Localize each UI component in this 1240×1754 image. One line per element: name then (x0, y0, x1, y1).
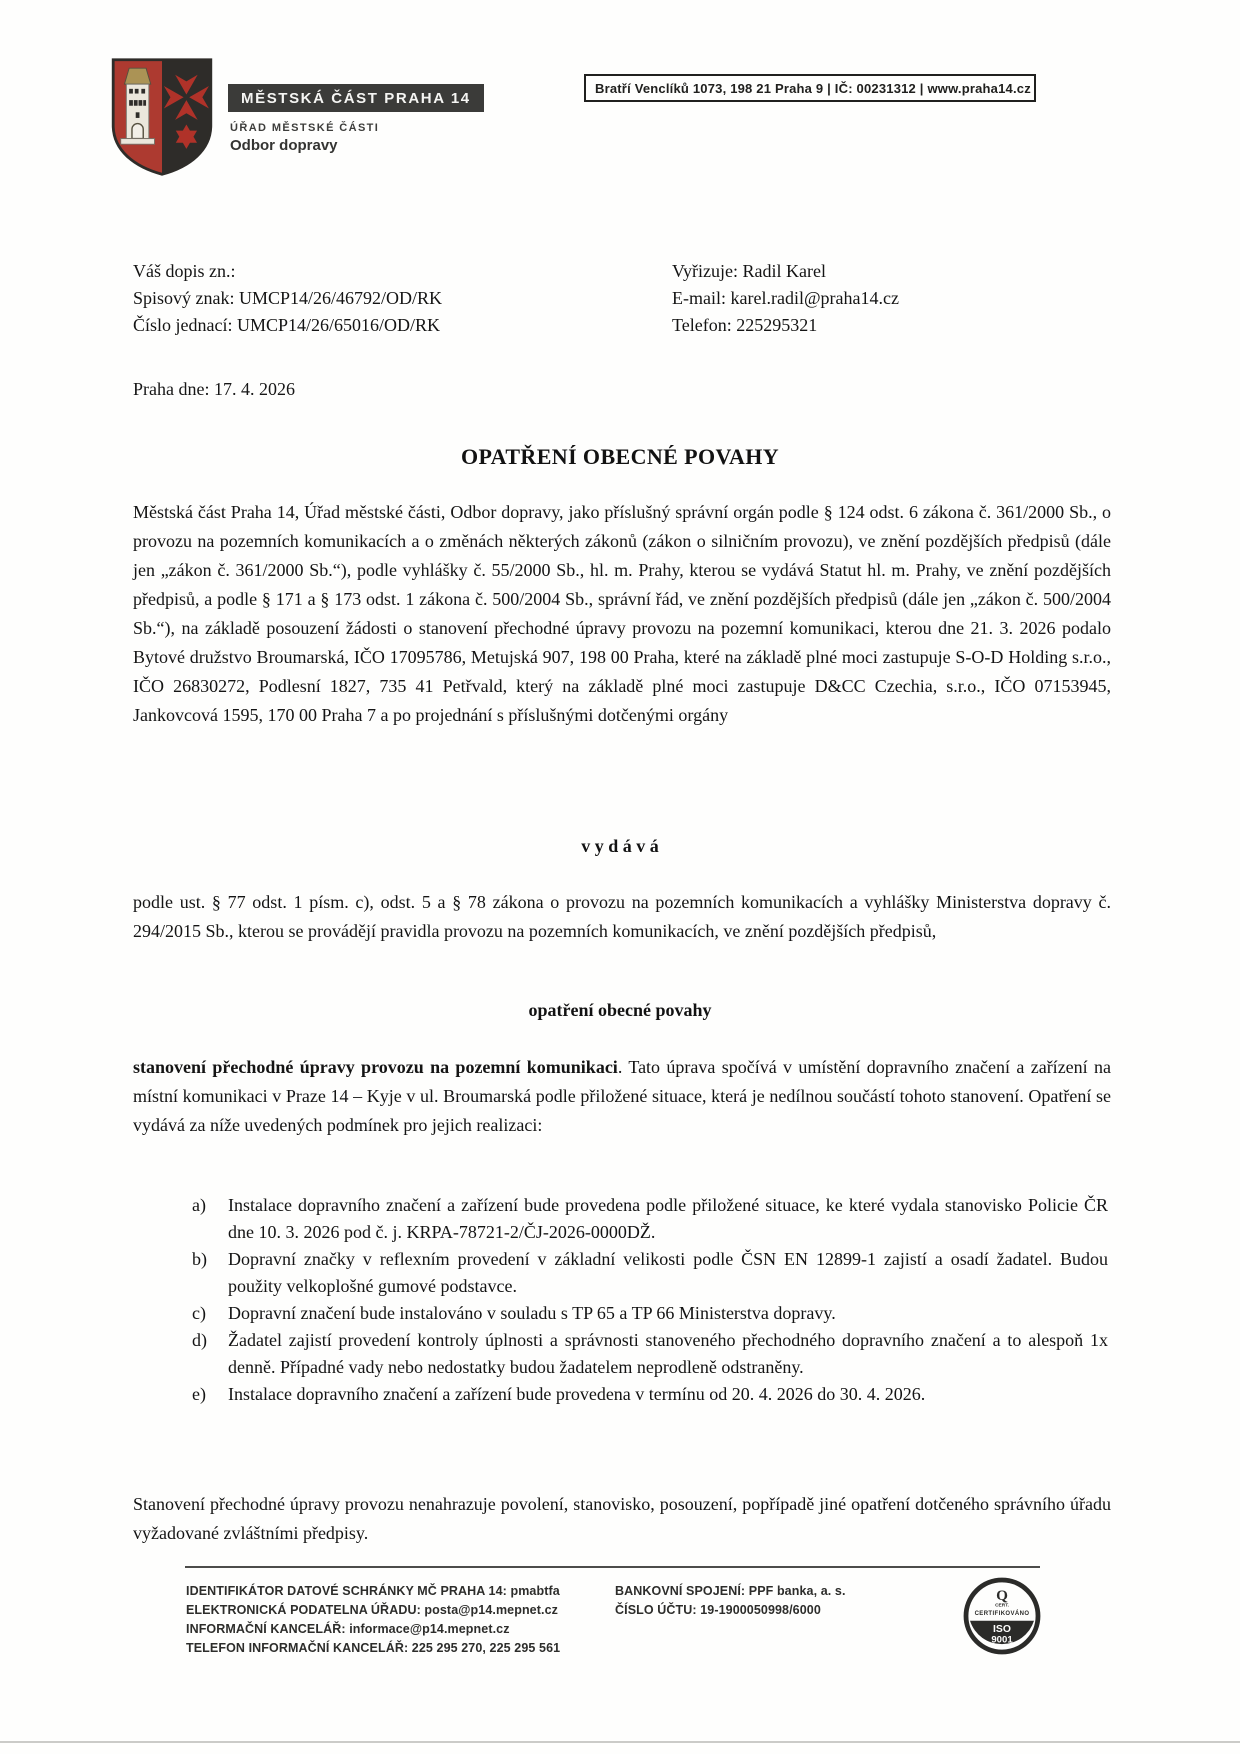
list-item-label: e) (192, 1384, 206, 1404)
list-item-text: Instalace dopravního značení a zařízení bude provedena podle přiložené situace, ke které vydala stanovisko Policie ČR dne 10. 3. 2026 pod č. j. KRPA-78721-2/ČJ-2026-0000DŽ. (228, 1195, 1108, 1242)
conditions-list (192, 1192, 1108, 1408)
list-item-text: Žadatel zajistí provedení kontroly úplnosti a správnosti stanoveného přechodného dopravního značení a to alespoň 1x denně. Případné vady nebo nedostatky budou žadatelem neprodleně odstraněny. (228, 1330, 1108, 1377)
bank-line: BANKOVNÍ SPOJENÍ: PPF banka, a. s. (615, 1584, 846, 1598)
issues-heading: v y d á v á (581, 836, 659, 856)
infocenter-phone-line: TELEFON INFORMAČNÍ KANCELÁŘ: 225 295 270, 225 295 561 (186, 1641, 561, 1655)
your-ref-line: Váš dopis zn.: (133, 261, 236, 281)
epodatelna-line: ELEKTRONICKÁ PODATELNA ÚŘADU: posta@p14.mepnet.cz (186, 1603, 558, 1617)
org-name-banner: MĚSTSKÁ ČÁST PRAHA 14 (228, 84, 484, 112)
email-line: E-mail: karel.radil@praha14.cz (672, 288, 899, 308)
measure-bold-phrase: stanovení přechodné úpravy provozu na pozemní komunikaci (133, 1057, 618, 1077)
department-label: Odbor dopravy (230, 137, 338, 154)
coat-of-arms-icon (98, 56, 226, 183)
footer-bank-block (615, 1582, 846, 1620)
handler-line: Vyřizuje: Radil Karel (672, 261, 826, 281)
document-title: OPATŘENÍ OBECNÉ POVAHY (460, 444, 780, 469)
paragraph-legal-basis: podle ust. § 77 odst. 1 písm. c), odst. 5 a § 78 zákona o provozu na pozemních komunikacích a vyhlášky Ministerstva dopravy č. 294/2015 Sb., kterou se provádějí pravidla provozu na pozemních komunikacích, ve znění pozdějších předpisů, (133, 892, 1111, 941)
infocenter-email-line: INFORMAČNÍ KANCELÁŘ: informace@p14.mepnet.cz (186, 1622, 510, 1636)
closing-paragraph: Stanovení přechodné úpravy provozu nenahrazuje povolení, stanovisko, posouzení, popřípadě jiné opatření dotčeného správního úřadu vyžadované zvláštními předpisy. (133, 1494, 1111, 1543)
seal-iso-text: ISO (993, 1624, 1011, 1635)
page-bottom-rule (0, 1741, 1240, 1743)
reference-block (133, 258, 442, 339)
list-item-label: d) (192, 1330, 207, 1350)
list-item (192, 1192, 1108, 1246)
paragraph-authority: Městská část Praha 14, Úřad městské části, Odbor dopravy, jako příslušný správní orgán podle § 124 odst. 6 zákona č. 361/2000 Sb., o provozu na pozemních komunikacích a o změnách některých zákonů (zákon o silničním provozu), ve znění pozdějších předpisů (dále jen „zákon č. 361/2000 Sb.“), podle vyhlášky č. 55/2000 Sb., hl. m. Prahy, kterou se vydává Statut hl. m. Prahy, ve znění pozdějších předpisů, a podle § 171 a § 173 odst. 1 zákona č. 500/2004 Sb., správní řád, ve znění pozdějších předpisů (dále jen „zákon č. 500/2004 Sb.“), na základě posouzení žádosti o stanovení přechodné úpravy provozu na pozemní komunikaci, kterou dne 21. 3. 2026 podalo Bytové družstvo Broumarská, IČO 17095786, Metujská 907, 198 00 Praha, které na základě plné moci zastupuje S-O-D Holding s.r.o., IČO 26830272, Podlesní 1827, 735 41 Petřvald, který na základě plné moci zastupuje D&CC Czechia, s.r.o., IČO 07153945, Jankovcová 1595, 170 00 Praha 7 a po projednání s příslušnými dotčenými orgány (133, 502, 1111, 725)
account-line: ČÍSLO ÚČTU: 19-1900050998/6000 (615, 1603, 821, 1617)
seal-cert-text: CERT. (995, 1603, 1009, 1609)
list-item-text: Dopravní značky v reflexním provedení v základní velikosti podle ČSN EN 12899-1 zajistí a osadí žadatel. Budou použity velkoplošné gumové podstavce. (228, 1249, 1108, 1296)
measure-subheading: opatření obecné povahy (528, 1000, 712, 1020)
list-item-text: Dopravní značení bude instalováno v souladu s TP 65 a TP 66 Ministerstva dopravy. (228, 1303, 836, 1323)
list-item (192, 1381, 1108, 1408)
databox-line: IDENTIFIKÁTOR DATOVÉ SCHRÁNKY MČ PRAHA 14: pmabtfa (186, 1584, 560, 1598)
iso-9001-seal-icon (962, 1576, 1042, 1661)
list-item-text: Instalace dopravního značení a zařízení bude provedena v termínu od 20. 4. 2026 do 30. 4. 2026. (228, 1384, 926, 1404)
office-label: ÚŘAD MĚSTSKÉ ČÁSTI (230, 122, 380, 134)
list-item (192, 1327, 1108, 1381)
list-item-label: b) (192, 1249, 207, 1269)
seal-number-text: 9001 (991, 1634, 1013, 1646)
handler-block (672, 258, 899, 339)
footer-contact-block (186, 1582, 560, 1658)
seal-certified-text: CERTIFIKOVÁNO (974, 1611, 1030, 1618)
file-mark-line: Spisový znak: UMCP14/26/46792/OD/RK (133, 288, 443, 308)
seal-q-glyph: Q (996, 1587, 1008, 1604)
footer-divider (185, 1566, 1040, 1568)
file-number-line: Číslo jednací: UMCP14/26/65016/OD/RK (133, 315, 441, 335)
measure-rest: . Tato úprava spočívá v umístění dopravního značení a zařízení na místní komunikaci v Praze 14 – Kyje v ul. Broumarská podle přiložené situace, která je nedílnou součástí tohoto stanovení. Opatření se vydává za níže uvedených podmínek pro jejich realizaci: (133, 1057, 1112, 1135)
phone-line: Telefon: 225295321 (672, 315, 818, 335)
list-item-label: c) (192, 1303, 206, 1323)
list-item (192, 1300, 1108, 1327)
list-item-label: a) (192, 1195, 206, 1215)
contact-address-bar: Bratří Venclíků 1073, 198 21 Praha 9 | IČ: 00231312 | www.praha14.cz (584, 74, 1036, 102)
list-item (192, 1246, 1108, 1300)
date-line: Praha dne: 17. 4. 2026 (133, 379, 295, 399)
paragraph-measure (133, 1053, 1111, 1140)
